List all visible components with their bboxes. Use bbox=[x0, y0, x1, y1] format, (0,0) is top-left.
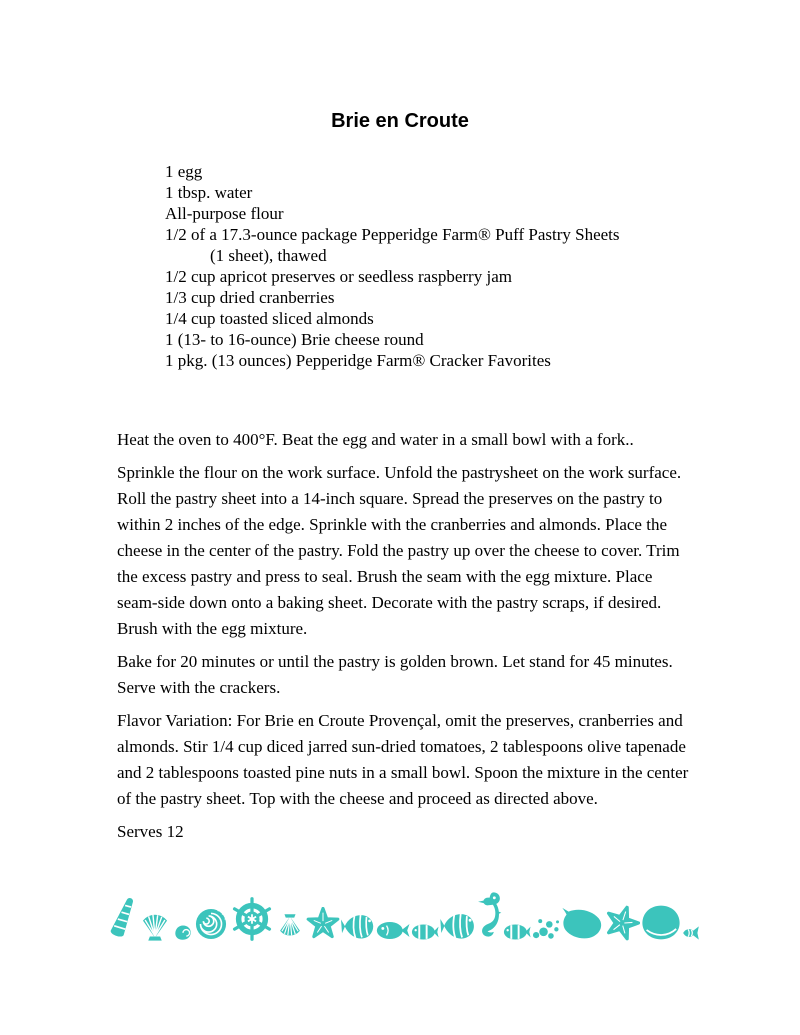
ingredient-line: 1/2 cup apricot preserves or seedless raspberry jam bbox=[165, 267, 512, 286]
ingredient-line: 1/3 cup dried cranberries bbox=[165, 288, 335, 307]
clam-shell-icon bbox=[641, 904, 681, 941]
ingredient-line: 1 (13- to 16-ounce) Brie cheese round bbox=[165, 330, 424, 349]
ingredient-line: 1/2 of a 17.3-ounce package Pepperidge Farm® Puff Pastry Sheets bbox=[165, 225, 620, 244]
paragraph-bake: Bake for 20 minutes or until the pastry is golden brown. Let stand for 45 minutes. Serve with the crackers. bbox=[117, 652, 673, 697]
angelfish-icon bbox=[440, 909, 476, 941]
ingredient-line: 1 tbsp. water bbox=[165, 183, 253, 202]
tiny-fish-icon bbox=[682, 925, 700, 941]
instructions-section bbox=[117, 427, 693, 852]
ingredient-list bbox=[165, 161, 765, 371]
ingredient-line-continuation: (1 sheet), thawed bbox=[210, 246, 327, 265]
ships-wheel-icon bbox=[230, 897, 274, 941]
ingredient-line: 1 pkg. (13 ounces) Pepperidge Farm® Cracker Favorites bbox=[165, 351, 551, 370]
serves-line: Serves 12 bbox=[117, 822, 184, 841]
angelfish-icon bbox=[341, 910, 375, 941]
paragraph-preheat: Heat the oven to 400°F. Beat the egg and water in a small bowl with a fork.. bbox=[117, 430, 634, 449]
paragraph-assembly: Sprinkle the flour on the work surface. Unfold the pastrysheet on the work surface. Roll the pastry sheet into a 14-inch square. Spread the preserves on the pastry to within 2 inches of the edge. Sprinkle with the cranberries and almonds. Place the cheese in the center of the pastry. Fold the pastry up over the cheese to cover. Trim the excess pastry and press to seal. Brush the seam with the egg mixture. Place seam-side down onto a baking sheet. Decorate with the pastry scraps, if desired. Brush with the egg mixture. bbox=[117, 463, 682, 638]
decorative-sea-border bbox=[110, 881, 710, 941]
clownfish-icon bbox=[503, 923, 531, 941]
page-title: Brie en Croute bbox=[331, 110, 469, 133]
fish-icon bbox=[376, 920, 410, 941]
seahorse-icon bbox=[477, 891, 502, 941]
ingredient-line: All-purpose flour bbox=[165, 204, 284, 223]
clownfish-icon bbox=[411, 923, 439, 941]
snail-shell-icon bbox=[174, 923, 192, 941]
bubbles-icon bbox=[532, 916, 560, 941]
ingredient-line: 1/4 cup toasted sliced almonds bbox=[165, 309, 374, 328]
scallop-shell-down-icon bbox=[275, 914, 305, 941]
paragraph-flavor-variation: Flavor Variation: For Brie en Croute Provençal, omit the preserves, cranberries and almonds. Stir 1/4 cup diced jarred sun-dried tomatoes, 2 tablespoons olive tapenade and 2 tablespoons toasted pine nuts in a small bowl. Spoon the mixture in the center of the pastry sheet. Top with the cheese and proceed as directed above. bbox=[117, 711, 689, 808]
starfish-icon bbox=[604, 905, 640, 941]
conch-shell-icon bbox=[561, 907, 603, 941]
nautilus-shell-icon bbox=[193, 907, 229, 941]
auger-shell-icon bbox=[110, 895, 136, 941]
scallop-shell-icon bbox=[137, 908, 173, 941]
ingredient-line: 1 egg bbox=[165, 162, 203, 181]
starfish-icon bbox=[306, 907, 340, 941]
